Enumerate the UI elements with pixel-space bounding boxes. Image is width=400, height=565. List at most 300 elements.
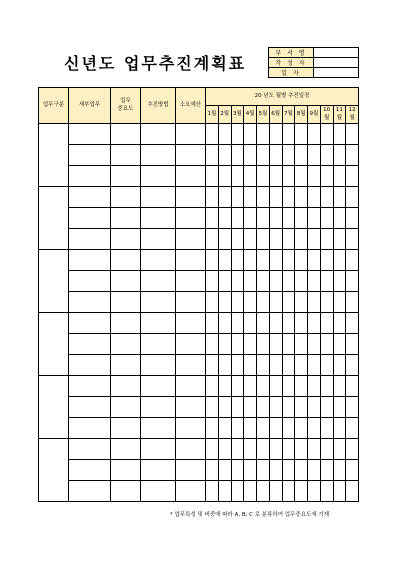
month-cell[interactable] — [333, 334, 346, 355]
header-budget: 소요예산 — [176, 88, 206, 124]
month-cell[interactable] — [244, 166, 257, 187]
month-cell[interactable] — [333, 376, 346, 397]
budget-cell[interactable] — [176, 334, 206, 355]
month-cell[interactable] — [295, 292, 308, 313]
month-cell[interactable] — [320, 292, 333, 313]
method-cell[interactable] — [141, 481, 176, 502]
month-cell[interactable] — [218, 229, 231, 250]
method-cell[interactable] — [141, 250, 176, 271]
importance-cell[interactable] — [111, 397, 141, 418]
method-cell[interactable] — [141, 145, 176, 166]
month-cell[interactable] — [295, 334, 308, 355]
month-cell[interactable] — [346, 334, 359, 355]
month-cell[interactable] — [206, 229, 219, 250]
month-cell[interactable] — [333, 355, 346, 376]
month-cell[interactable] — [244, 292, 257, 313]
month-cell[interactable] — [320, 397, 333, 418]
month-cell[interactable] — [218, 187, 231, 208]
month-cell[interactable] — [320, 271, 333, 292]
month-cell[interactable] — [218, 145, 231, 166]
month-cell[interactable] — [333, 271, 346, 292]
month-cell[interactable] — [257, 439, 270, 460]
month-cell[interactable] — [308, 166, 321, 187]
month-cell[interactable] — [295, 250, 308, 271]
month-cell[interactable] — [320, 166, 333, 187]
method-cell[interactable] — [141, 397, 176, 418]
month-cell[interactable] — [295, 418, 308, 439]
month-cell[interactable] — [295, 376, 308, 397]
importance-cell[interactable] — [111, 271, 141, 292]
month-cell[interactable] — [295, 229, 308, 250]
month-cell[interactable] — [333, 481, 346, 502]
month-cell[interactable] — [231, 187, 244, 208]
detail-cell[interactable] — [69, 292, 111, 313]
month-cell[interactable] — [244, 460, 257, 481]
category-cell[interactable] — [39, 439, 69, 502]
month-cell[interactable] — [231, 397, 244, 418]
month-cell[interactable] — [218, 250, 231, 271]
month-cell[interactable] — [257, 376, 270, 397]
detail-cell[interactable] — [69, 124, 111, 145]
month-cell[interactable] — [308, 292, 321, 313]
month-cell[interactable] — [231, 481, 244, 502]
month-cell[interactable] — [282, 124, 295, 145]
month-cell[interactable] — [244, 355, 257, 376]
month-cell[interactable] — [295, 166, 308, 187]
month-cell[interactable] — [308, 124, 321, 145]
month-cell[interactable] — [257, 124, 270, 145]
month-cell[interactable] — [333, 397, 346, 418]
category-cell[interactable] — [39, 376, 69, 439]
month-cell[interactable] — [206, 481, 219, 502]
detail-cell[interactable] — [69, 439, 111, 460]
month-cell[interactable] — [308, 208, 321, 229]
month-cell[interactable] — [308, 460, 321, 481]
month-cell[interactable] — [320, 250, 333, 271]
month-cell[interactable] — [231, 145, 244, 166]
month-cell[interactable] — [295, 145, 308, 166]
month-cell[interactable] — [231, 292, 244, 313]
importance-cell[interactable] — [111, 124, 141, 145]
month-cell[interactable] — [231, 208, 244, 229]
month-cell[interactable] — [244, 397, 257, 418]
month-cell[interactable] — [257, 229, 270, 250]
importance-cell[interactable] — [111, 292, 141, 313]
category-cell[interactable] — [39, 313, 69, 376]
month-cell[interactable] — [320, 481, 333, 502]
month-cell[interactable] — [282, 250, 295, 271]
month-cell[interactable] — [333, 208, 346, 229]
budget-cell[interactable] — [176, 250, 206, 271]
month-cell[interactable] — [206, 166, 219, 187]
detail-cell[interactable] — [69, 271, 111, 292]
method-cell[interactable] — [141, 208, 176, 229]
budget-cell[interactable] — [176, 439, 206, 460]
month-cell[interactable] — [320, 124, 333, 145]
month-cell[interactable] — [269, 166, 282, 187]
month-cell[interactable] — [346, 439, 359, 460]
importance-cell[interactable] — [111, 481, 141, 502]
month-cell[interactable] — [218, 208, 231, 229]
month-cell[interactable] — [282, 397, 295, 418]
month-cell[interactable] — [257, 397, 270, 418]
month-cell[interactable] — [218, 439, 231, 460]
month-cell[interactable] — [282, 229, 295, 250]
month-cell[interactable] — [231, 460, 244, 481]
month-cell[interactable] — [308, 481, 321, 502]
month-cell[interactable] — [295, 124, 308, 145]
method-cell[interactable] — [141, 355, 176, 376]
month-cell[interactable] — [295, 271, 308, 292]
category-cell[interactable] — [39, 250, 69, 313]
month-cell[interactable] — [333, 439, 346, 460]
month-cell[interactable] — [244, 334, 257, 355]
month-cell[interactable] — [295, 481, 308, 502]
detail-cell[interactable] — [69, 145, 111, 166]
date-field[interactable] — [314, 68, 359, 78]
month-cell[interactable] — [320, 145, 333, 166]
month-cell[interactable] — [231, 229, 244, 250]
method-cell[interactable] — [141, 292, 176, 313]
info-row-department — [269, 48, 359, 58]
month-cell[interactable] — [346, 292, 359, 313]
month-cell[interactable] — [206, 460, 219, 481]
month-cell[interactable] — [333, 145, 346, 166]
month-cell[interactable] — [257, 460, 270, 481]
budget-cell[interactable] — [176, 124, 206, 145]
month-cell[interactable] — [269, 145, 282, 166]
month-cell[interactable] — [308, 418, 321, 439]
month-cell[interactable] — [257, 418, 270, 439]
month-cell[interactable] — [269, 397, 282, 418]
method-cell[interactable] — [141, 418, 176, 439]
month-cell[interactable] — [295, 355, 308, 376]
importance-cell[interactable] — [111, 460, 141, 481]
month-cell[interactable] — [269, 481, 282, 502]
budget-cell[interactable] — [176, 145, 206, 166]
month-cell[interactable] — [295, 208, 308, 229]
month-cell[interactable] — [346, 250, 359, 271]
month-cell[interactable] — [346, 376, 359, 397]
month-cell[interactable] — [320, 229, 333, 250]
month-cell[interactable] — [218, 418, 231, 439]
method-cell[interactable] — [141, 460, 176, 481]
budget-cell[interactable] — [176, 397, 206, 418]
month-cell[interactable] — [333, 187, 346, 208]
department-field[interactable] — [314, 48, 359, 58]
month-cell[interactable] — [346, 124, 359, 145]
method-cell[interactable] — [141, 124, 176, 145]
month-cell[interactable] — [269, 124, 282, 145]
detail-cell[interactable] — [69, 187, 111, 208]
month-cell[interactable] — [320, 418, 333, 439]
month-cell[interactable] — [333, 313, 346, 334]
month-cell[interactable] — [257, 145, 270, 166]
month-cell[interactable] — [346, 313, 359, 334]
month-cell[interactable] — [231, 355, 244, 376]
month-cell[interactable] — [218, 334, 231, 355]
month-cell[interactable] — [346, 418, 359, 439]
month-cell[interactable] — [218, 166, 231, 187]
month-cell[interactable] — [257, 187, 270, 208]
month-cell[interactable] — [282, 334, 295, 355]
month-cell[interactable] — [346, 145, 359, 166]
month-cell[interactable] — [244, 418, 257, 439]
month-cell[interactable] — [269, 460, 282, 481]
month-cell[interactable] — [346, 166, 359, 187]
detail-cell[interactable] — [69, 397, 111, 418]
month-cell[interactable] — [231, 124, 244, 145]
header-category: 업무구분 — [39, 88, 69, 124]
detail-cell[interactable] — [69, 481, 111, 502]
month-cell[interactable] — [257, 271, 270, 292]
month-cell[interactable] — [282, 292, 295, 313]
budget-cell[interactable] — [176, 418, 206, 439]
month-cell[interactable] — [206, 145, 219, 166]
importance-cell[interactable] — [111, 145, 141, 166]
budget-cell[interactable] — [176, 460, 206, 481]
month-cell[interactable] — [282, 145, 295, 166]
month-cell[interactable] — [320, 376, 333, 397]
month-cell[interactable] — [308, 313, 321, 334]
month-cell[interactable] — [269, 271, 282, 292]
importance-cell[interactable] — [111, 313, 141, 334]
month-cell[interactable] — [346, 397, 359, 418]
month-cell[interactable] — [269, 292, 282, 313]
month-cell[interactable] — [320, 439, 333, 460]
month-cell[interactable] — [257, 334, 270, 355]
month-cell[interactable] — [257, 208, 270, 229]
month-cell[interactable] — [206, 397, 219, 418]
month-cell[interactable] — [295, 397, 308, 418]
month-cell[interactable] — [282, 376, 295, 397]
month-cell[interactable] — [308, 187, 321, 208]
budget-cell[interactable] — [176, 166, 206, 187]
method-cell[interactable] — [141, 313, 176, 334]
month-cell[interactable] — [346, 481, 359, 502]
month-cell[interactable] — [257, 481, 270, 502]
month-cell[interactable] — [231, 334, 244, 355]
month-cell[interactable] — [231, 166, 244, 187]
month-cell[interactable] — [282, 166, 295, 187]
month-cell[interactable] — [218, 481, 231, 502]
method-cell[interactable] — [141, 334, 176, 355]
month-cell[interactable] — [206, 355, 219, 376]
month-cell[interactable] — [244, 481, 257, 502]
month-cell[interactable] — [282, 313, 295, 334]
month-cell[interactable] — [282, 271, 295, 292]
month-cell[interactable] — [206, 418, 219, 439]
importance-cell[interactable] — [111, 208, 141, 229]
month-cell[interactable] — [244, 376, 257, 397]
month-cell[interactable] — [320, 208, 333, 229]
month-cell[interactable] — [244, 439, 257, 460]
budget-cell[interactable] — [176, 271, 206, 292]
month-cell[interactable] — [269, 187, 282, 208]
month-cell[interactable] — [231, 313, 244, 334]
category-cell[interactable] — [39, 124, 69, 187]
month-cell[interactable] — [308, 271, 321, 292]
month-cell[interactable] — [218, 460, 231, 481]
detail-cell[interactable] — [69, 229, 111, 250]
month-cell[interactable] — [257, 355, 270, 376]
month-cell[interactable] — [244, 229, 257, 250]
month-cell[interactable] — [257, 166, 270, 187]
month-cell[interactable] — [333, 229, 346, 250]
month-cell[interactable] — [206, 313, 219, 334]
month-cell[interactable] — [244, 250, 257, 271]
method-cell[interactable] — [141, 439, 176, 460]
method-cell[interactable] — [141, 271, 176, 292]
importance-cell[interactable] — [111, 187, 141, 208]
importance-cell[interactable] — [111, 376, 141, 397]
importance-cell[interactable] — [111, 439, 141, 460]
budget-cell[interactable] — [176, 292, 206, 313]
month-cell[interactable] — [218, 397, 231, 418]
month-cell[interactable] — [308, 229, 321, 250]
month-cell[interactable] — [320, 355, 333, 376]
month-cell[interactable] — [206, 250, 219, 271]
detail-cell[interactable] — [69, 376, 111, 397]
month-cell[interactable] — [244, 124, 257, 145]
month-cell[interactable] — [295, 313, 308, 334]
month-cell[interactable] — [346, 208, 359, 229]
budget-cell[interactable] — [176, 376, 206, 397]
month-cell[interactable] — [333, 250, 346, 271]
month-cell[interactable] — [282, 460, 295, 481]
month-cell[interactable] — [346, 229, 359, 250]
budget-cell[interactable] — [176, 481, 206, 502]
month-cell[interactable] — [218, 124, 231, 145]
month-cell[interactable] — [269, 439, 282, 460]
month-cell[interactable] — [346, 460, 359, 481]
month-cell[interactable] — [269, 334, 282, 355]
month-cell[interactable] — [244, 271, 257, 292]
month-cell[interactable] — [206, 124, 219, 145]
importance-cell[interactable] — [111, 418, 141, 439]
month-cell[interactable] — [231, 250, 244, 271]
month-cell[interactable] — [231, 376, 244, 397]
month-cell[interactable] — [308, 355, 321, 376]
month-cell[interactable] — [231, 271, 244, 292]
month-cell[interactable] — [244, 187, 257, 208]
budget-cell[interactable] — [176, 313, 206, 334]
month-cell[interactable] — [320, 334, 333, 355]
month-cell[interactable] — [333, 460, 346, 481]
month-cell[interactable] — [308, 334, 321, 355]
month-cell[interactable] — [308, 439, 321, 460]
month-cell[interactable] — [269, 355, 282, 376]
month-cell[interactable] — [282, 439, 295, 460]
month-cell[interactable] — [218, 355, 231, 376]
budget-cell[interactable] — [176, 355, 206, 376]
month-cell[interactable] — [333, 418, 346, 439]
month-cell[interactable] — [308, 145, 321, 166]
month-cell[interactable] — [282, 418, 295, 439]
month-cell[interactable] — [295, 187, 308, 208]
method-cell[interactable] — [141, 376, 176, 397]
month-cell[interactable] — [282, 208, 295, 229]
month-cell[interactable] — [320, 187, 333, 208]
month-cell[interactable] — [218, 376, 231, 397]
budget-cell[interactable] — [176, 229, 206, 250]
importance-cell[interactable] — [111, 166, 141, 187]
month-cell[interactable] — [257, 313, 270, 334]
month-cell[interactable] — [269, 250, 282, 271]
month-cell[interactable] — [206, 187, 219, 208]
month-cell[interactable] — [295, 439, 308, 460]
month-cell[interactable] — [346, 271, 359, 292]
month-cell[interactable] — [346, 355, 359, 376]
month-cell[interactable] — [269, 229, 282, 250]
month-cell[interactable] — [206, 334, 219, 355]
method-cell[interactable] — [141, 229, 176, 250]
month-cell[interactable] — [269, 313, 282, 334]
detail-cell[interactable] — [69, 355, 111, 376]
importance-cell[interactable] — [111, 355, 141, 376]
author-field[interactable] — [314, 58, 359, 68]
month-cell[interactable] — [308, 376, 321, 397]
month-cell[interactable] — [320, 313, 333, 334]
importance-cell[interactable] — [111, 229, 141, 250]
month-cell[interactable] — [206, 271, 219, 292]
month-cell[interactable] — [206, 376, 219, 397]
month-cell[interactable] — [308, 250, 321, 271]
budget-cell[interactable] — [176, 187, 206, 208]
month-cell[interactable] — [269, 418, 282, 439]
method-cell[interactable] — [141, 166, 176, 187]
detail-cell[interactable] — [69, 208, 111, 229]
detail-cell[interactable] — [69, 166, 111, 187]
detail-cell[interactable] — [69, 460, 111, 481]
month-cell[interactable] — [308, 397, 321, 418]
detail-cell[interactable] — [69, 334, 111, 355]
importance-cell[interactable] — [111, 250, 141, 271]
month-cell[interactable] — [333, 124, 346, 145]
month-cell[interactable] — [269, 208, 282, 229]
month-cell[interactable] — [346, 187, 359, 208]
month-cell[interactable] — [269, 376, 282, 397]
month-cell[interactable] — [244, 313, 257, 334]
month-cell[interactable] — [282, 481, 295, 502]
detail-cell[interactable] — [69, 313, 111, 334]
detail-cell[interactable] — [69, 418, 111, 439]
importance-cell[interactable] — [111, 334, 141, 355]
month-cell[interactable] — [257, 250, 270, 271]
month-cell[interactable] — [257, 292, 270, 313]
month-cell[interactable] — [218, 271, 231, 292]
month-cell[interactable] — [231, 418, 244, 439]
category-cell[interactable] — [39, 187, 69, 250]
month-cell[interactable] — [206, 208, 219, 229]
month-cell[interactable] — [333, 166, 346, 187]
month-cell[interactable] — [295, 460, 308, 481]
month-cell[interactable] — [282, 187, 295, 208]
detail-cell[interactable] — [69, 250, 111, 271]
month-cell[interactable] — [206, 439, 219, 460]
month-cell[interactable] — [231, 439, 244, 460]
method-cell[interactable] — [141, 187, 176, 208]
month-cell[interactable] — [320, 460, 333, 481]
budget-cell[interactable] — [176, 208, 206, 229]
month-cell[interactable] — [218, 313, 231, 334]
month-cell[interactable] — [282, 355, 295, 376]
month-cell[interactable] — [218, 292, 231, 313]
month-cell[interactable] — [206, 292, 219, 313]
month-cell[interactable] — [244, 145, 257, 166]
month-cell[interactable] — [333, 292, 346, 313]
month-cell[interactable] — [244, 208, 257, 229]
